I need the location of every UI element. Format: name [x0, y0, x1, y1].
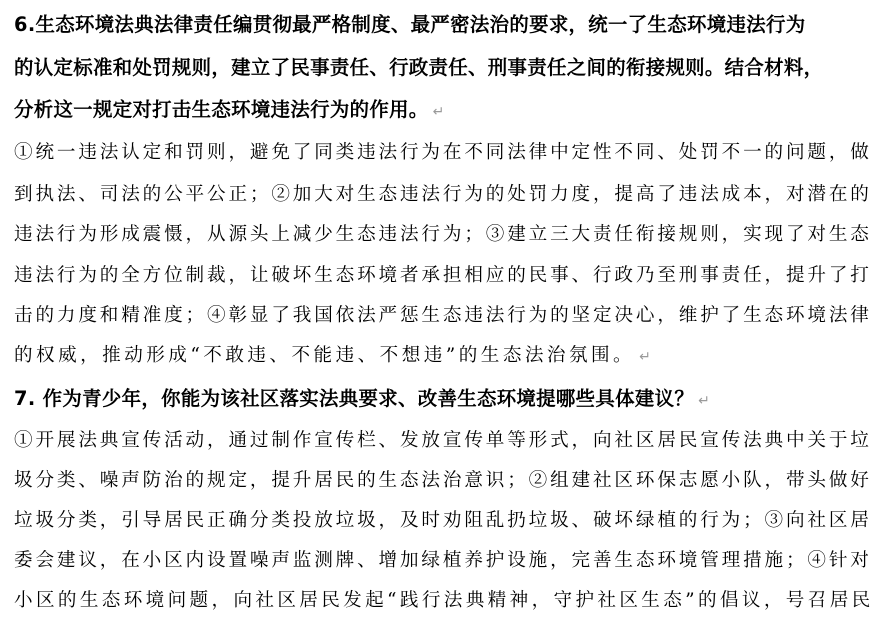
answer-7-text-3: 垃圾分类，引导居民正确分类投放垃圾，及时劝阻乱扔垃圾、破坏绿植的行为；③向社区居 — [14, 510, 872, 531]
answer-6-text-6: 的权威，推动形成“不敢违、不能违、不想违”的生态法治氛围。 — [14, 345, 636, 366]
answer-7-text-2: 圾分类、噪声防治的规定，提升居民的生态法治意识；②组建社区环保志愿小队，带头做好 — [14, 470, 872, 491]
paragraph-mark-icon: ↵ — [639, 349, 651, 365]
question-7-text-1: 7. 作为青少年，你能为该社区落实法典要求、改善生态环境提哪些具体建议？ — [14, 387, 695, 410]
question-6-line-1 — [14, 9, 805, 37]
answer-7-line-2 — [14, 466, 872, 492]
answer-6-line-3 — [14, 220, 872, 246]
answer-7-text-4: 委会建议，在小区内设置噪声监测牌、增加绿植养护设施，完善生态环境管理措施；④针对 — [14, 550, 872, 571]
answer-7-line-1 — [14, 426, 872, 452]
answer-7-line-4 — [14, 546, 872, 572]
answer-7-line-5 — [14, 586, 874, 612]
answer-6-line-4 — [14, 261, 872, 287]
answer-6-text-4: 违法行为的全方位制裁，让破坏生态环境者承担相应的民事、行政乃至刑事责任，提升了打 — [14, 265, 872, 286]
question-6-line-2 — [14, 52, 823, 80]
answer-6-text-5: 击的力度和精准度；④彰显了我国依法严惩生态违法行为的坚定决心，维护了生态环境法律 — [14, 305, 872, 326]
answer-7-text-1: ①开展法典宣传活动，通过制作宣传栏、发放宣传单等形式，向社区居民宣传法典中关于垃 — [14, 430, 872, 451]
answer-6-line-5 — [14, 301, 872, 327]
answer-6-text-2: 到执法、司法的公平公正；②加大对生态违法行为的处罚力度，提高了违法成本，对潜在的 — [14, 184, 872, 205]
answer-6-line-2 — [14, 180, 872, 206]
question-7-line-1 — [14, 383, 710, 411]
question-6-text-1: 6.生态环境法典法律责任编贯彻最严格制度、最严密法治的要求，统一了生态环境违法行为 — [14, 13, 806, 36]
paragraph-mark-icon: ↵ — [432, 104, 445, 120]
question-6-text-2: 的认定标准和处罚规则，建立了民事责任、行政责任、刑事责任之间的衔接规则。结合材料， — [14, 56, 824, 79]
answer-7-text-5: 小区的生态环境问题，向社区居民发起“践行法典精神，守护社区生态”的倡议，号召居民 — [14, 590, 874, 611]
question-6-line-3 — [14, 94, 444, 122]
answer-6-line-6 — [14, 341, 651, 367]
paragraph-mark-icon: ↵ — [698, 393, 710, 409]
answer-7-line-3 — [14, 506, 872, 532]
question-6-text-3: 分析这一规定对打击生态环境违法行为的作用。 — [14, 98, 429, 121]
answer-6-line-1 — [14, 138, 872, 164]
answer-6-text-3: 违法行为形成震慑，从源头上减少生态违法行为；③建立三大责任衔接规则，实现了对生态 — [14, 224, 872, 245]
answer-6-text-1: ①统一违法认定和罚则，避免了同类违法行为在不同法律中定性不同、处罚不一的问题，做 — [14, 142, 872, 163]
